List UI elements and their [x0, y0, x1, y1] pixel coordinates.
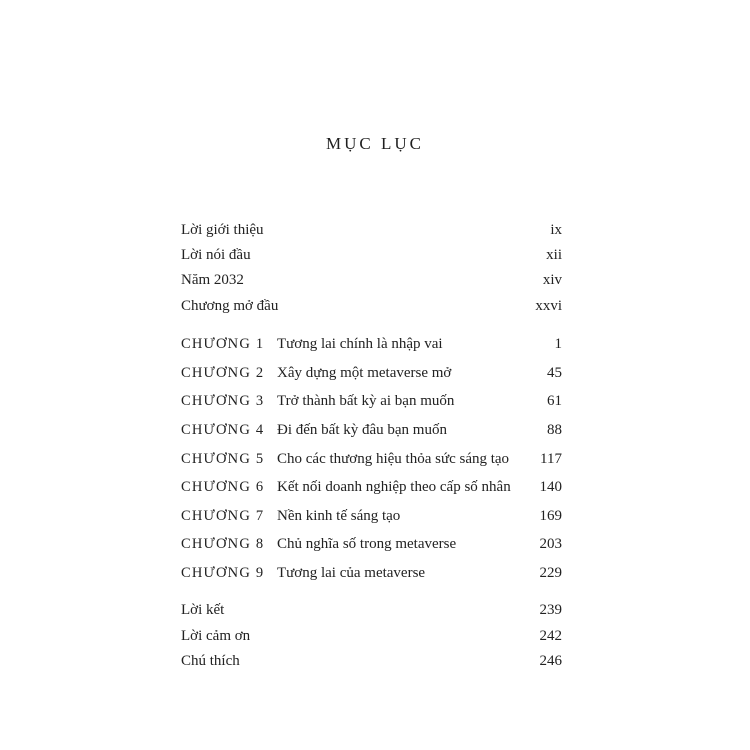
- chapter-title: Đi đến bất kỳ đâu bạn muốn: [277, 422, 447, 438]
- chapter-label: CHƯƠNG 9: [181, 565, 265, 581]
- toc-entry-chapter[interactable]: [181, 477, 562, 497]
- entry-page-number: 1: [554, 336, 562, 352]
- chapter-label: CHƯƠNG 5: [181, 451, 265, 467]
- toc-entry-front[interactable]: [181, 245, 562, 265]
- toc-entry-front[interactable]: [181, 296, 562, 316]
- entry-page-number: 242: [539, 628, 562, 644]
- entry-page-number: 117: [540, 451, 562, 467]
- chapter-label: CHƯƠNG 3: [181, 393, 265, 409]
- toc-entry-front[interactable]: [181, 220, 562, 240]
- toc-entry-chapter[interactable]: [181, 506, 562, 526]
- toc-entry-chapter[interactable]: [181, 363, 562, 383]
- entry-label: Chú thích: [181, 653, 240, 669]
- entry-page-number: ix: [550, 222, 562, 238]
- toc-entry-chapter[interactable]: [181, 334, 562, 354]
- chapter-title: Cho các thương hiệu thỏa sức sáng tạo: [277, 451, 510, 467]
- entry-label: Chương mở đầu: [181, 298, 279, 314]
- toc-entry-chapter[interactable]: [181, 391, 562, 411]
- chapter-label: CHƯƠNG 6: [181, 479, 265, 495]
- entry-page-number: 203: [539, 536, 562, 552]
- entry-page-number: 140: [539, 479, 562, 495]
- chapter-label: CHƯƠNG 2: [181, 365, 265, 381]
- entry-page-number: xxvi: [535, 298, 562, 314]
- entry-label: Lời nói đầu: [181, 247, 251, 263]
- toc-entry-chapter[interactable]: [181, 420, 562, 440]
- chapter-title: Chủ nghĩa số trong metaverse: [277, 536, 457, 552]
- chapter-title: Tương lai chính là nhập vai: [277, 336, 443, 352]
- entry-page-number: 229: [539, 565, 562, 581]
- entry-label: Lời kết: [181, 602, 225, 618]
- entry-page-number: 239: [539, 602, 562, 618]
- entry-page-number: 88: [547, 422, 562, 438]
- entry-label: Năm 2032: [181, 272, 244, 288]
- toc-entry-chapter[interactable]: [181, 563, 562, 583]
- toc-entry-back[interactable]: [181, 600, 562, 620]
- toc-entry-back[interactable]: [181, 626, 562, 646]
- chapter-label: CHƯƠNG 4: [181, 422, 265, 438]
- chapter-title: Xây dựng một metaverse mở: [277, 365, 452, 381]
- toc-title: MỤC LỤC: [326, 134, 424, 153]
- entry-page-number: 246: [539, 653, 562, 669]
- toc-entry-back[interactable]: [181, 651, 562, 671]
- chapter-title: Nền kinh tế sáng tạo: [277, 508, 401, 524]
- entry-page-number: 169: [539, 508, 562, 524]
- entry-page-number: xii: [546, 247, 562, 263]
- entry-label: Lời cảm ơn: [181, 628, 251, 644]
- chapter-label: CHƯƠNG 8: [181, 536, 265, 552]
- toc-entry-front[interactable]: [181, 270, 562, 290]
- chapter-label: CHƯƠNG 1: [181, 336, 265, 352]
- chapter-title: Tương lai của metaverse: [277, 565, 426, 581]
- entry-page-number: 61: [547, 393, 562, 409]
- toc-entry-chapter[interactable]: [181, 534, 562, 554]
- toc-entry-chapter[interactable]: [181, 449, 562, 469]
- chapter-label: CHƯƠNG 7: [181, 508, 265, 524]
- entry-page-number: xiv: [542, 272, 562, 288]
- chapter-title: Kết nối doanh nghiệp theo cấp số nhân: [277, 479, 511, 495]
- entry-page-number: 45: [547, 365, 562, 381]
- chapter-title: Trở thành bất kỳ ai bạn muốn: [277, 393, 455, 409]
- entry-label: Lời giới thiệu: [181, 222, 264, 238]
